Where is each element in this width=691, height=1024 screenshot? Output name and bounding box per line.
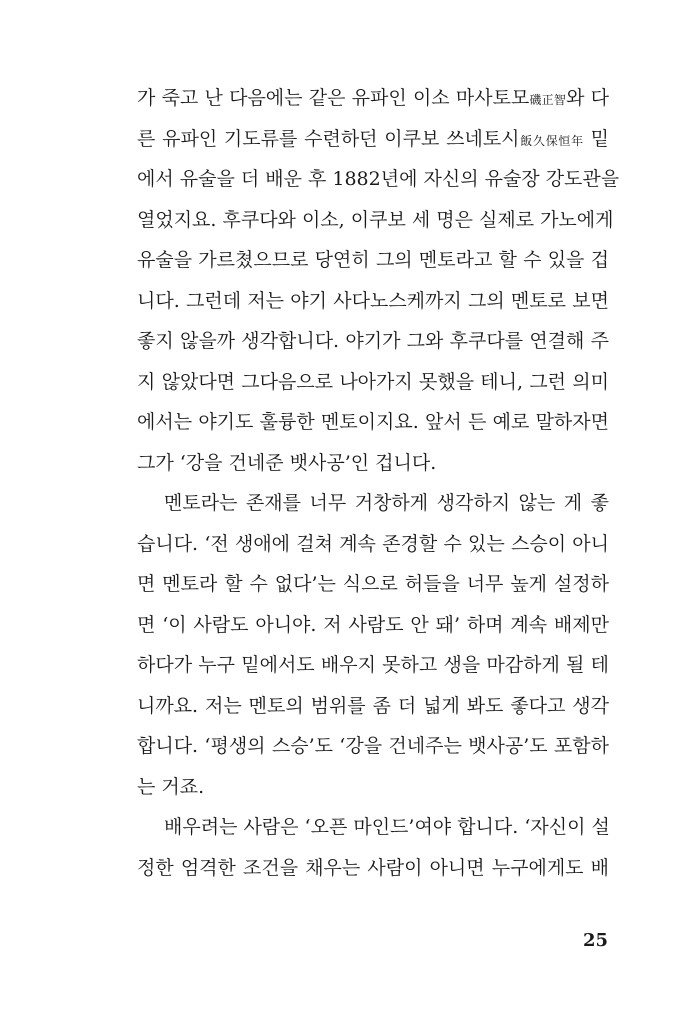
text-line-14: 면 ‘이 사람도 아니야. 저 사람도 안 돼’ 하며 계속 배제만 [137,613,609,636]
text-line-7: 좋지 않을까 생각합니다. 야기가 그와 후쿠다를 연결해 주 [137,330,609,352]
text-line-1: 가 죽고 난 다음에는 같은 유파인 이소 마사토모磯正智와 다 [137,87,609,109]
text-line-17: 합니다. ‘평생의 스승’도 ‘강을 건네주는 뱃사공’도 포함하 [137,735,609,757]
text-line-15: 하다가 누구 밑에서도 배우지 못하고 생을 마감하게 될 테 [137,654,609,676]
text-line-11: 멘토라는 존재를 너무 거창하게 생각하지 않는 게 좋 [164,492,609,514]
text-line-9: 에서는 야기도 훌륭한 멘토이지요. 앞서 든 예로 말하자면 [137,411,609,433]
text-line-13: 면 멘토라 할 수 없다’는 식으로 허들을 너무 높게 설정하 [137,573,609,595]
text-line-20: 정한 엄격한 조건을 채우는 사람이 아니면 누구에게도 배 [137,856,609,879]
text-line-8: 지 않았다면 그다음으로 나아가지 못했을 테니, 그런 의미 [137,370,609,393]
text-line-16: 니까요. 저는 멘토의 범위를 좀 더 넓게 봐도 좋다고 생각 [137,694,609,717]
text-line-4: 열었지요. 후쿠다와 이소, 이쿠보 세 명은 실제로 가노에게 [137,208,614,231]
hanja-annotation: 飯久保恒年 [519,133,584,148]
text-line-2: 른 유파인 기도류를 수련하던 이쿠보 쓰네토시飯久保恒年 밑 [137,127,609,150]
text-line-18: 는 거죠. [137,775,205,798]
text-line-6: 니다. 그런데 저는 야기 사다노스케까지 그의 멘토로 보면 [137,289,609,312]
text-line-12: 습니다. ‘전 생애에 걸쳐 계속 존경할 수 있는 스승이 아니 [137,532,609,555]
text-line-3: 에서 유술을 더 배운 후 1882년에 자신의 유술장 강도관을 [137,168,620,190]
text-line-10: 그가 ‘강을 건네준 뱃사공’인 겁니다. [137,451,437,474]
page-number: 25 [582,930,608,951]
text-line-19: 배우려는 사람은 ‘오픈 마인드’여야 합니다. ‘자신이 설 [164,816,610,838]
hanja-annotation: 磯正智 [529,93,567,107]
text-line-5: 유술을 가르쳤으므로 당연히 그의 멘토라고 할 수 있을 겁 [137,249,609,271]
body-text [137,78,620,888]
